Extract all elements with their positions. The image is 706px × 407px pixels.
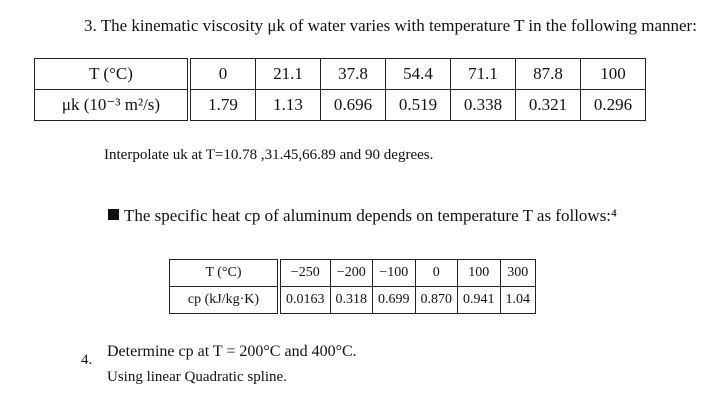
temperature-cell: 100	[581, 59, 646, 90]
question-4-task: Determine cp at T = 200°C and 400°C.	[107, 343, 357, 360]
specific-heat-cell: 1.04	[500, 287, 536, 314]
temperature-cell: 37.8	[321, 59, 386, 90]
temperature-row-label: T (°C)	[35, 59, 190, 90]
temperature-cell: −200	[330, 260, 373, 287]
temperature-cell: 0	[189, 59, 256, 90]
viscosity-cell: 1.79	[189, 90, 256, 121]
specific-heat-temperature-row	[170, 260, 536, 287]
question-3-statement	[84, 16, 697, 36]
specific-heat-cell: 0.318	[330, 287, 373, 314]
question-4-text: The specific heat cp of aluminum depends on temperature T as follows:⁴	[124, 206, 617, 225]
temperature-cell: 54.4	[386, 59, 451, 90]
question-4-method: Using linear Quadratic spline.	[107, 369, 287, 385]
viscosity-cell: 0.338	[451, 90, 516, 121]
temperature-cell: −250	[279, 260, 330, 287]
viscosity-value-row	[35, 90, 646, 121]
temperature-cell: 71.1	[451, 59, 516, 90]
viscosity-cell: 0.519	[386, 90, 451, 121]
square-bullet-icon	[108, 209, 119, 220]
temperature-cell: 300	[500, 260, 536, 287]
viscosity-temperature-row	[35, 59, 646, 90]
specific-heat-cell: 0.0163	[279, 287, 330, 314]
viscosity-cell: 0.696	[321, 90, 386, 121]
question-3-task: Interpolate uk at T=10.78 ,31.45,66.89 and 90 degrees.	[104, 147, 434, 163]
specific-heat-value-row	[170, 287, 536, 314]
specific-heat-cell: 0.870	[415, 287, 458, 314]
viscosity-cell: 1.13	[256, 90, 321, 121]
temperature-cell: −100	[373, 260, 416, 287]
specific-heat-table	[169, 259, 536, 314]
temperature-cell: 87.8	[516, 59, 581, 90]
temperature-row-label: T (°C)	[170, 260, 280, 287]
temperature-cell: 21.1	[256, 59, 321, 90]
viscosity-row-label: μk (10⁻³ m²/s)	[35, 90, 190, 121]
question-3-text: The kinematic viscosity μk of water varies with temperature T in the following manner:	[100, 16, 697, 35]
temperature-cell: 100	[458, 260, 501, 287]
question-3-number: 3.	[84, 16, 97, 35]
viscosity-table	[34, 58, 646, 121]
specific-heat-cell: 0.941	[458, 287, 501, 314]
specific-heat-row-label: cp (kJ/kg·K)	[170, 287, 280, 314]
viscosity-cell: 0.296	[581, 90, 646, 121]
specific-heat-cell: 0.699	[373, 287, 416, 314]
question-4-statement	[108, 206, 617, 226]
question-4-number: 4.	[81, 352, 93, 368]
temperature-cell: 0	[415, 260, 458, 287]
viscosity-cell: 0.321	[516, 90, 581, 121]
